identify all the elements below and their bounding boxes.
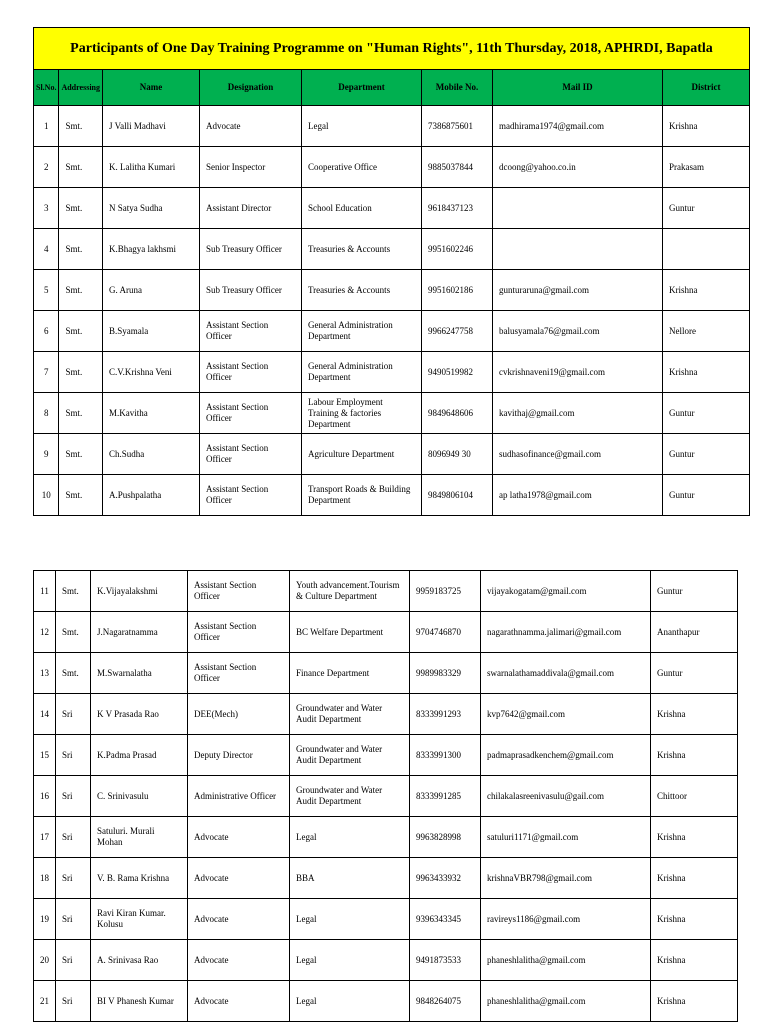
cell-mobile: 9849648606 [421,393,492,434]
cell-addressing: Sri [56,735,91,776]
cell-department: Legal [290,817,410,858]
table-row [34,612,738,653]
cell-name: K.Bhagya lakhsmi [102,229,199,270]
cell-addressing: Smt. [59,311,103,352]
cell-designation: Assistant Section Officer [199,352,301,393]
cell-mobile: 9396343345 [410,899,481,940]
cell-name: J.Nagaratnamma [91,612,188,653]
cell-district: Ananthapur [651,612,738,653]
header-addressing: Addressing [59,70,103,106]
cell-sl: 17 [34,817,56,858]
cell-sl: 7 [34,352,59,393]
cell-addressing: Sri [56,776,91,817]
table-row [34,899,738,940]
cell-designation: Advocate [188,817,290,858]
table-row [34,694,738,735]
cell-designation: Assistant Section Officer [199,393,301,434]
cell-mobile: 9959183725 [410,571,481,612]
cell-name: C.V.Krishna Veni [102,352,199,393]
cell-mail: phaneshlalitha@gmail.com [481,981,651,1022]
table-row [34,858,738,899]
cell-district [662,229,749,270]
cell-mobile: 9848264075 [410,981,481,1022]
page-title: Participants of One Day Training Programme on "Human Rights", 11th Thursday, 2018, APHRDI, Bapatla [34,28,750,70]
cell-addressing: Sri [56,981,91,1022]
cell-sl: 20 [34,940,56,981]
cell-addressing: Smt. [56,653,91,694]
cell-sl: 8 [34,393,59,434]
participants-table-1 [33,27,750,516]
cell-sl: 18 [34,858,56,899]
cell-designation: Assistant Section Officer [188,612,290,653]
header-designation: Designation [199,70,301,106]
cell-mobile: 9963433932 [410,858,481,899]
cell-designation: Sub Treasury Officer [199,270,301,311]
cell-sl: 1 [34,106,59,147]
cell-mobile: 7386875601 [421,106,492,147]
cell-district: Krishna [651,817,738,858]
table-row [34,653,738,694]
cell-sl: 13 [34,653,56,694]
cell-designation: Advocate [188,858,290,899]
cell-sl: 9 [34,434,59,475]
cell-sl: 15 [34,735,56,776]
cell-sl: 11 [34,571,56,612]
cell-mobile: 9951602186 [421,270,492,311]
cell-addressing: Sri [56,858,91,899]
table-row [34,147,750,188]
cell-name: Ch.Sudha [102,434,199,475]
cell-designation: Assistant Section Officer [188,653,290,694]
table-row [34,434,750,475]
table-row [34,817,738,858]
cell-name: N Satya Sudha [102,188,199,229]
cell-district: Krishna [651,899,738,940]
cell-name: Ravi Kiran Kumar. Kolusu [91,899,188,940]
cell-addressing: Smt. [59,393,103,434]
cell-department: Legal [290,940,410,981]
cell-mail: padmaprasadkenchem@gmail.com [481,735,651,776]
cell-mail: chilakalasreenivasulu@gail.com [481,776,651,817]
cell-mail: madhirama1974@gmail.com [492,106,662,147]
table-row [34,352,750,393]
cell-designation: Assistant Section Officer [199,434,301,475]
header-name: Name [102,70,199,106]
cell-designation: Advocate [188,940,290,981]
cell-mobile: 9849806104 [421,475,492,516]
cell-addressing: Sri [56,694,91,735]
cell-name: A. Srinivasa Rao [91,940,188,981]
cell-mail: nagarathnamma.jalimari@gmail.com [481,612,651,653]
cell-addressing: Smt. [59,434,103,475]
cell-addressing: Smt. [59,147,103,188]
cell-district: Guntur [662,434,749,475]
cell-district: Nellore [662,311,749,352]
cell-mail: vijayakogatam@gmail.com [481,571,651,612]
cell-sl: 3 [34,188,59,229]
cell-department: Labour Employment Training & factories Department [301,393,421,434]
cell-department: School Education [301,188,421,229]
cell-designation: Assistant Section Officer [199,475,301,516]
cell-name: B.Syamala [102,311,199,352]
cell-name: A.Pushpalatha [102,475,199,516]
cell-department: Treasuries & Accounts [301,229,421,270]
cell-designation: Assistant Director [199,188,301,229]
cell-sl: 10 [34,475,59,516]
cell-department: Groundwater and Water Audit Department [290,694,410,735]
cell-district: Krishna [651,694,738,735]
cell-district: Chittoor [651,776,738,817]
cell-mail: cvkrishnaveni19@gmail.com [492,352,662,393]
cell-district: Krishna [662,352,749,393]
cell-mobile: 9491873533 [410,940,481,981]
table-row [34,776,738,817]
cell-department: Cooperative Office [301,147,421,188]
cell-district: Krishna [651,858,738,899]
cell-department: Legal [290,899,410,940]
cell-mobile: 8333991300 [410,735,481,776]
table-row [34,571,738,612]
header-mail: Mail ID [492,70,662,106]
cell-mail: ap latha1978@gmail.com [492,475,662,516]
table-row [34,106,750,147]
cell-addressing: Sri [56,899,91,940]
cell-district: Guntur [662,188,749,229]
cell-mail: krishnaVBR798@gmail.com [481,858,651,899]
header-mobile: Mobile No. [421,70,492,106]
cell-mail: balusyamala76@gmail.com [492,311,662,352]
cell-addressing: Smt. [56,571,91,612]
header-district: District [662,70,749,106]
cell-mobile: 9951602246 [421,229,492,270]
cell-designation: Senior Inspector [199,147,301,188]
cell-mobile: 9704746870 [410,612,481,653]
header-row [34,70,750,106]
cell-mail: sudhasofinance@gmail.com [492,434,662,475]
table-row [34,311,750,352]
cell-mail: kvp7642@gmail.com [481,694,651,735]
cell-sl: 21 [34,981,56,1022]
cell-mail: phaneshlalitha@gmail.com [481,940,651,981]
cell-district: Guntur [662,393,749,434]
cell-sl: 16 [34,776,56,817]
cell-addressing: Smt. [59,475,103,516]
header-department: Department [301,70,421,106]
cell-sl: 2 [34,147,59,188]
cell-department: Legal [301,106,421,147]
cell-department: Youth advancement.Tourism & Culture Department [290,571,410,612]
cell-sl: 5 [34,270,59,311]
cell-department: Finance Department [290,653,410,694]
cell-name: J Valli Madhavi [102,106,199,147]
cell-name: G. Aruna [102,270,199,311]
cell-mail: satuluri1171@gmail.com [481,817,651,858]
table-row [34,475,750,516]
cell-name: M.Kavitha [102,393,199,434]
table-row [34,270,750,311]
cell-mobile: 8096949 30 [421,434,492,475]
cell-name: K V Prasada Rao [91,694,188,735]
table-row [34,735,738,776]
cell-mobile: 9989983329 [410,653,481,694]
cell-department: General Administration Department [301,311,421,352]
table-row [34,940,738,981]
cell-mail [492,229,662,270]
cell-department: Groundwater and Water Audit Department [290,776,410,817]
cell-district: Krishna [651,940,738,981]
cell-mobile: 9885037844 [421,147,492,188]
cell-addressing: Smt. [59,270,103,311]
cell-department: Legal [290,981,410,1022]
cell-mail: dcoong@yahoo.co.in [492,147,662,188]
cell-mobile: 9966247758 [421,311,492,352]
cell-department: Agriculture Department [301,434,421,475]
cell-sl: 14 [34,694,56,735]
cell-mobile: 9963828998 [410,817,481,858]
cell-mail: gunturaruna@gmail.com [492,270,662,311]
cell-district: Guntur [651,653,738,694]
cell-district: Krishna [662,106,749,147]
cell-department: General Administration Department [301,352,421,393]
cell-mobile: 9618437123 [421,188,492,229]
cell-mail [492,188,662,229]
cell-department: Treasuries & Accounts [301,270,421,311]
table-row [34,393,750,434]
cell-mail: swarnalathamaddivala@gmail.com [481,653,651,694]
cell-district: Prakasam [662,147,749,188]
cell-district: Krishna [662,270,749,311]
cell-designation: Advocate [188,981,290,1022]
cell-designation: Assistant Section Officer [188,571,290,612]
cell-district: Guntur [662,475,749,516]
header-sl: Sl.No. [34,70,59,106]
cell-name: BI V Phanesh Kumar [91,981,188,1022]
cell-name: C. Srinivasulu [91,776,188,817]
cell-sl: 12 [34,612,56,653]
cell-designation: Advocate [199,106,301,147]
cell-addressing: Smt. [56,612,91,653]
cell-designation: Administrative Officer [188,776,290,817]
cell-name: Satuluri. Murali Mohan [91,817,188,858]
cell-mail: ravireys1186@gmail.com [481,899,651,940]
cell-sl: 4 [34,229,59,270]
cell-mail: kavithaj@gmail.com [492,393,662,434]
cell-mobile: 8333991293 [410,694,481,735]
cell-name: K.Vijayalakshmi [91,571,188,612]
title-row [34,28,750,70]
cell-district: Guntur [651,571,738,612]
cell-district: Krishna [651,735,738,776]
cell-addressing: Sri [56,817,91,858]
cell-designation: Assistant Section Officer [199,311,301,352]
cell-department: BBA [290,858,410,899]
cell-sl: 19 [34,899,56,940]
cell-district: Krishna [651,981,738,1022]
participants-table-2 [33,570,738,1022]
cell-designation: DEE(Mech) [188,694,290,735]
cell-addressing: Smt. [59,229,103,270]
cell-designation: Advocate [188,899,290,940]
cell-sl: 6 [34,311,59,352]
cell-name: K. Lalitha Kumari [102,147,199,188]
cell-mobile: 8333991285 [410,776,481,817]
table-row [34,981,738,1022]
cell-name: V. B. Rama Krishna [91,858,188,899]
cell-designation: Sub Treasury Officer [199,229,301,270]
cell-designation: Deputy Director [188,735,290,776]
cell-addressing: Sri [56,940,91,981]
cell-addressing: Smt. [59,188,103,229]
cell-name: K.Padma Prasad [91,735,188,776]
cell-name: M.Swarnalatha [91,653,188,694]
cell-mobile: 9490519982 [421,352,492,393]
cell-department: Transport Roads & Building Department [301,475,421,516]
table-row [34,188,750,229]
cell-department: BC Welfare Department [290,612,410,653]
cell-department: Groundwater and Water Audit Department [290,735,410,776]
cell-addressing: Smt. [59,352,103,393]
cell-addressing: Smt. [59,106,103,147]
table-row [34,229,750,270]
